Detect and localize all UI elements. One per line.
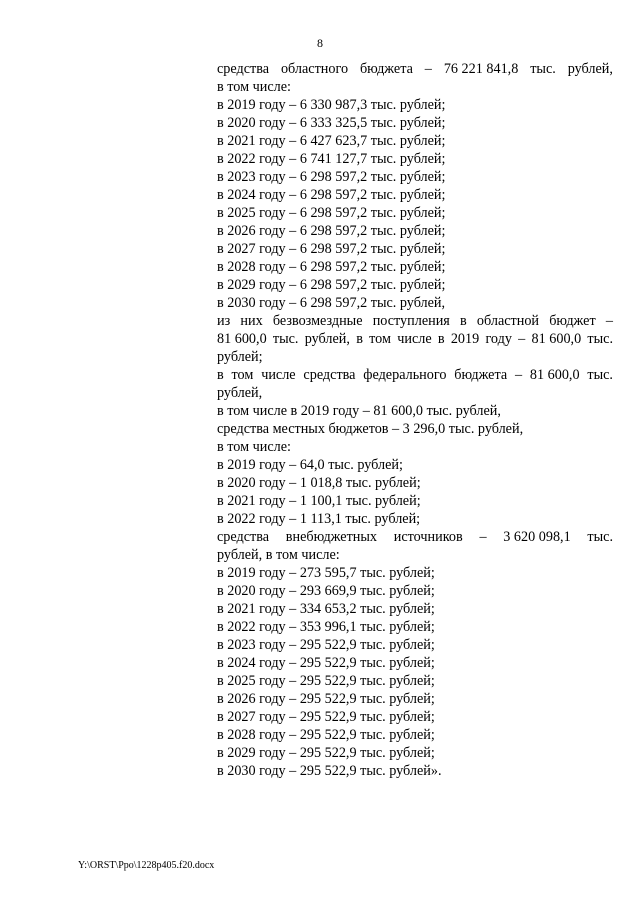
- text-line: в 2026 году – 6 298 597,2 тыс. рублей;: [217, 223, 446, 239]
- text-line: в том числе:: [217, 439, 291, 455]
- text-line: [217, 330, 613, 348]
- word: –: [479, 529, 487, 545]
- word: 81 600,0: [531, 331, 582, 347]
- word: в: [460, 313, 467, 329]
- word: том: [231, 367, 254, 383]
- word: рублей,: [567, 61, 613, 77]
- document-body: [217, 60, 613, 798]
- text-line: в 2022 году – 1 113,1 тыс. рублей;: [217, 511, 421, 527]
- word: 81 600,0: [529, 367, 580, 383]
- word: –: [518, 331, 526, 347]
- text-line: в 2019 году – 64,0 тыс. рублей;: [217, 457, 403, 473]
- text-line: в 2021 году – 6 427 623,7 тыс. рублей;: [217, 133, 446, 149]
- text-line: в 2029 году – 295 522,9 тыс. рублей;: [217, 745, 435, 761]
- word: числе: [261, 367, 296, 383]
- footer-file-path: Y:\ORST\Ppo\1228p405.f20.docx: [78, 860, 215, 871]
- word: поступления: [372, 313, 450, 329]
- word: областной: [476, 313, 540, 329]
- word: году: [485, 331, 512, 347]
- word: бюджета: [359, 61, 413, 77]
- text-line: в 2030 году – 295 522,9 тыс. рублей».: [217, 763, 442, 779]
- word: 3 620 098,1: [503, 529, 571, 545]
- text-line: [217, 366, 613, 384]
- word: средства: [217, 529, 270, 545]
- word: –: [605, 313, 613, 329]
- text-line: в 2023 году – 6 298 597,2 тыс. рублей;: [217, 169, 446, 185]
- text-line: рублей,: [217, 385, 263, 401]
- text-line: в 2030 году – 6 298 597,2 тыс. рублей,: [217, 295, 446, 311]
- word: –: [514, 367, 523, 383]
- word: тыс.: [587, 367, 613, 383]
- text-line: в том числе в 2019 году – 81 600,0 тыс. рублей,: [217, 403, 501, 419]
- text-line: в 2021 году – 1 100,1 тыс. рублей;: [217, 493, 421, 509]
- word: тыс.: [530, 61, 556, 77]
- text-line: в 2029 году – 6 298 597,2 тыс. рублей;: [217, 277, 446, 293]
- text-line: в 2025 году – 295 522,9 тыс. рублей;: [217, 673, 435, 689]
- word: тыс.: [587, 331, 613, 347]
- word: из: [217, 313, 231, 329]
- text-line: в 2024 году – 295 522,9 тыс. рублей;: [217, 655, 435, 671]
- text-line: [217, 780, 613, 798]
- text-line: рублей, в том числе:: [217, 547, 340, 563]
- word: бюджет: [549, 313, 596, 329]
- word: средства: [217, 61, 270, 77]
- text-line: в 2021 году – 334 653,2 тыс. рублей;: [217, 601, 435, 617]
- text-line: в том числе:: [217, 79, 291, 95]
- text-line: в 2019 году – 273 595,7 тыс. рублей;: [217, 565, 435, 581]
- word: тыс.: [272, 331, 299, 347]
- text-line: в 2028 году – 295 522,9 тыс. рублей;: [217, 727, 435, 743]
- word: бюджета: [454, 367, 508, 383]
- text-line: в 2026 году – 295 522,9 тыс. рублей;: [217, 691, 435, 707]
- word: 81 600,0: [217, 331, 267, 347]
- text-line: в 2028 году – 6 298 597,2 тыс. рублей;: [217, 259, 446, 275]
- word: областного: [280, 61, 349, 77]
- word: в: [356, 331, 363, 347]
- page-number: 8: [317, 36, 323, 50]
- word: в: [217, 367, 224, 383]
- text-line: в 2020 году – 293 669,9 тыс. рублей;: [217, 583, 435, 599]
- word: источников: [393, 529, 463, 545]
- text-line: средства местных бюджетов – 3 296,0 тыс. рублей,: [217, 421, 524, 437]
- word: рублей,: [304, 331, 350, 347]
- text-line: [217, 312, 613, 330]
- word: них: [240, 313, 263, 329]
- word: числе: [397, 331, 432, 347]
- text-line: в 2027 году – 295 522,9 тыс. рублей;: [217, 709, 435, 725]
- text-line: в 2020 году – 1 018,8 тыс. рублей;: [217, 475, 421, 491]
- word: 76 221 841,8: [443, 61, 519, 77]
- text-line: в 2024 году – 6 298 597,2 тыс. рублей;: [217, 187, 446, 203]
- text-line: в 2025 году – 6 298 597,2 тыс. рублей;: [217, 205, 446, 221]
- text-line: [217, 60, 613, 78]
- text-line: в 2027 году – 6 298 597,2 тыс. рублей;: [217, 241, 446, 257]
- text-line: в 2022 году – 353 996,1 тыс. рублей;: [217, 619, 435, 635]
- word: 2019: [450, 331, 480, 347]
- text-line: в 2019 году – 6 330 987,3 тыс. рублей;: [217, 97, 446, 113]
- text-line: в 2023 году – 295 522,9 тыс. рублей;: [217, 637, 435, 653]
- word: в: [437, 331, 445, 347]
- word: безвозмездные: [272, 313, 363, 329]
- word: –: [424, 61, 432, 77]
- word: тыс.: [587, 529, 613, 545]
- text-line: в 2020 году – 6 333 325,5 тыс. рублей;: [217, 115, 446, 131]
- word: внебюджетных: [285, 529, 378, 545]
- text-line: [217, 528, 613, 546]
- text-line: в 2022 году – 6 741 127,7 тыс. рублей;: [217, 151, 446, 167]
- word: средства: [303, 367, 356, 383]
- text-line: рублей;: [217, 349, 263, 365]
- word: федерального: [363, 367, 447, 383]
- word: том: [369, 331, 391, 347]
